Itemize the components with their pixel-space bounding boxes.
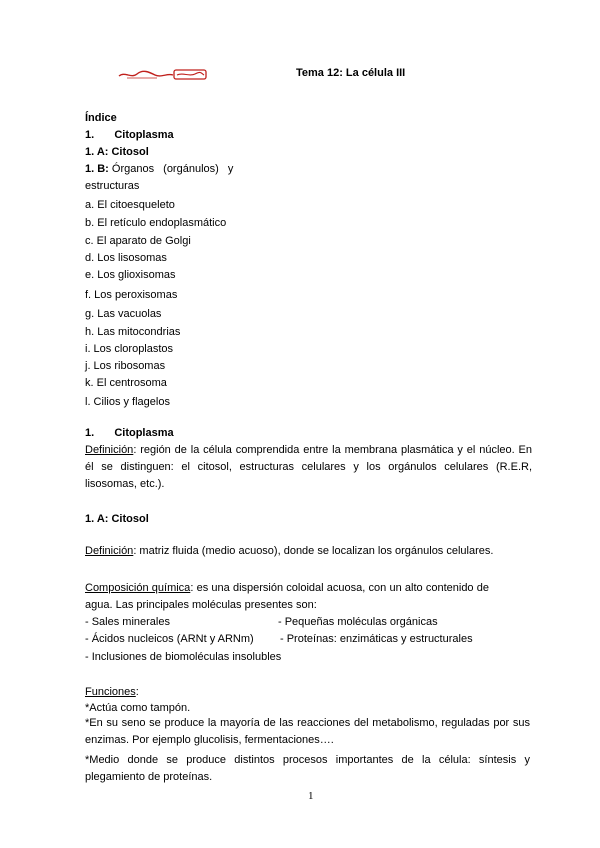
composition-item: - Proteínas: enzimáticas y estructurales bbox=[280, 633, 473, 645]
function-item: *En su seno se produce la mayoría de las reacciones del metabolismo, reguladas por sus enzimas. Por ejemplo glucolisis, fermentaciones…. bbox=[85, 717, 530, 746]
index-subitem: g. Las vacuolas bbox=[85, 308, 162, 320]
index-subitem: e. Los glioxisomas bbox=[85, 269, 176, 281]
index-subitem: f. Los peroxisomas bbox=[85, 289, 178, 301]
page-number: 1 bbox=[308, 790, 314, 802]
composition-item: - Pequeñas moléculas orgánicas bbox=[278, 616, 438, 628]
publisher-logo bbox=[117, 67, 209, 81]
index-heading: Índice bbox=[85, 112, 117, 124]
section-1a-definition: Definición: matriz fluida (medio acuoso), donde se localizan los orgánulos celulares. bbox=[85, 545, 494, 557]
definition-label: Definición bbox=[85, 444, 134, 456]
index-item-1b bbox=[85, 162, 262, 176]
index-subitem: a. El citoesqueleto bbox=[85, 199, 175, 211]
index-item-1 bbox=[85, 128, 174, 142]
composition-item: - Ácidos nucleicos (ARNt y ARNm) bbox=[85, 633, 254, 645]
composition-paragraph: Composición química: es una dispersión coloidal acuosa, con un alto contenido de agua. Las principales moléculas presentes son: bbox=[85, 582, 489, 611]
definition-label: Definición bbox=[85, 545, 134, 557]
functions-heading: Funciones: bbox=[85, 686, 139, 698]
section-1-heading: 1. Citoplasma bbox=[85, 427, 174, 439]
index-subitem: h. Las mitocondrias bbox=[85, 326, 181, 338]
function-item: *Medio donde se produce distintos procesos importantes de la célula: síntesis y plegamiento de proteínas. bbox=[85, 754, 530, 783]
composition-item: - Inclusiones de biomoléculas insolubles bbox=[85, 651, 282, 663]
index-subitem: k. El centrosoma bbox=[85, 377, 167, 389]
page-title: Tema 12: La célula III bbox=[296, 67, 406, 79]
composition-item: - Sales minerales bbox=[85, 616, 170, 628]
index-subitem: j. Los ribosomas bbox=[85, 360, 166, 372]
index-subitem: i. Los cloroplastos bbox=[85, 343, 174, 355]
index-subitem: b. El retículo endoplasmático bbox=[85, 217, 227, 229]
index-item-1-number: 1. bbox=[85, 129, 95, 141]
index-item-1b-continued: estructuras bbox=[85, 180, 140, 192]
index-item-1b-label: Órganos (orgánulos) y bbox=[111, 163, 234, 175]
index-item-1-label: Citoplasma bbox=[114, 129, 174, 141]
index-subitem: l. Cilios y flagelos bbox=[85, 396, 170, 408]
section-1-definition: Definición: región de la célula comprendida entre la membrana plasmática y el núcleo. En él se distinguen: el citosol, estructuras celulares y los orgánulos celulares (R.E.R, lisosomas, etc.). bbox=[85, 444, 532, 490]
index-item-1b-number: 1. B: bbox=[85, 163, 109, 175]
section-1a-heading: 1. A: Citosol bbox=[85, 513, 149, 525]
index-subitem: c. El aparato de Golgi bbox=[85, 235, 191, 247]
index-subitem: d. Los lisosomas bbox=[85, 252, 167, 264]
composition-label: Composición química bbox=[85, 582, 191, 594]
function-item: *Actúa como tampón. bbox=[85, 702, 191, 714]
index-item-1a: 1. A: Citosol bbox=[85, 146, 149, 158]
